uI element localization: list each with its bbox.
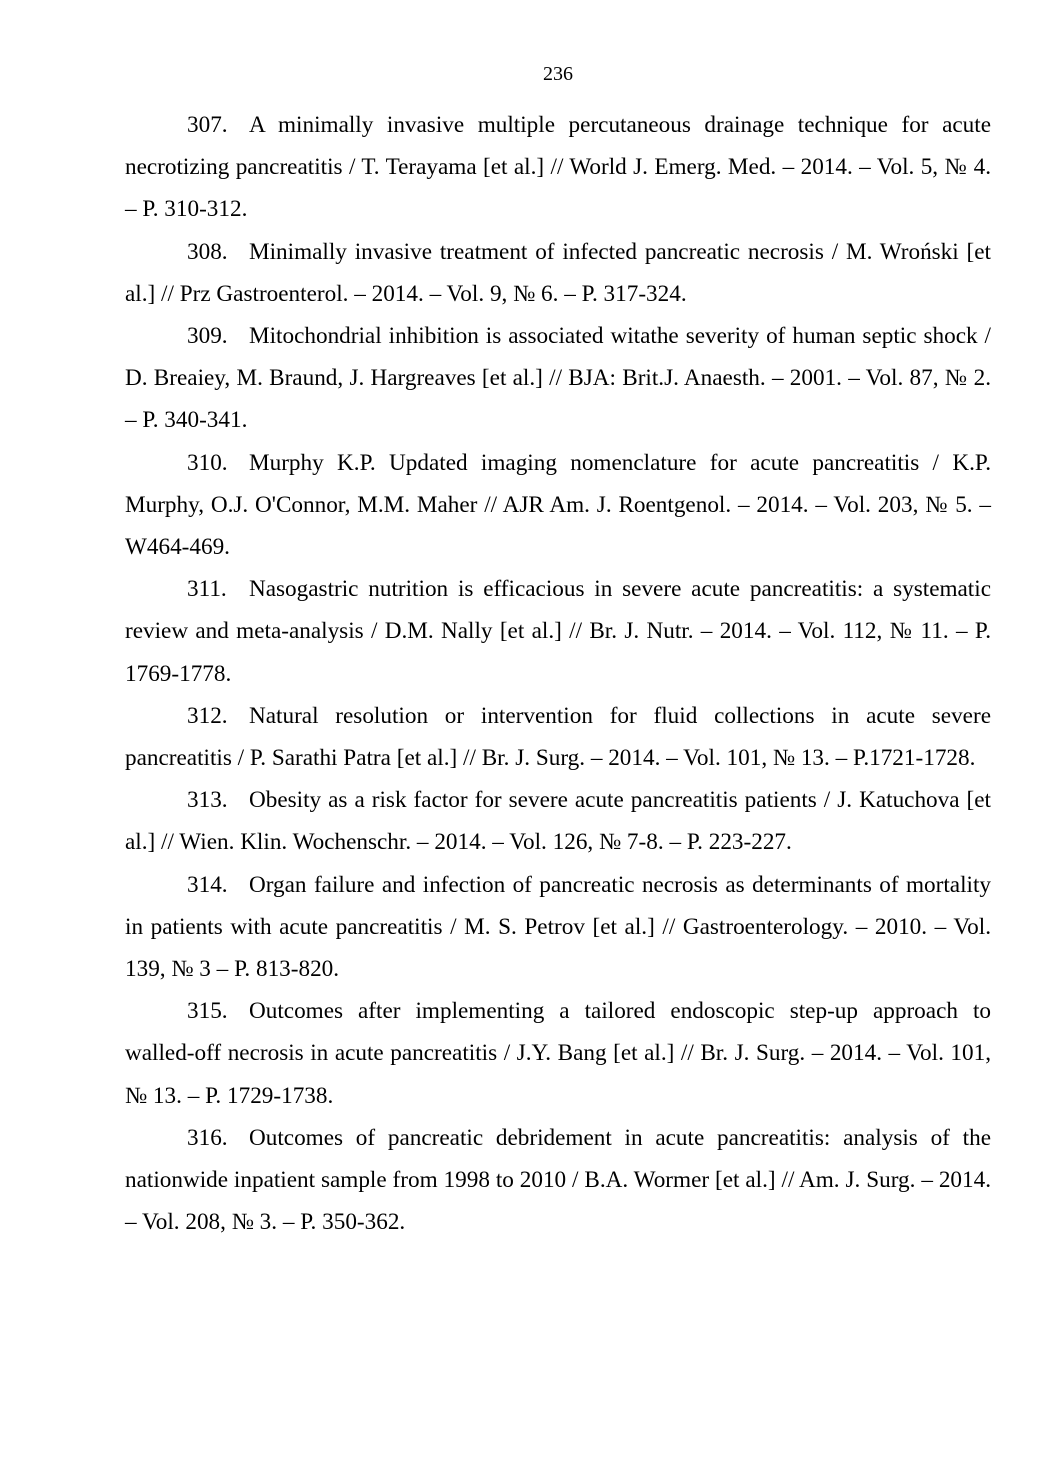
reference-item [125, 104, 991, 231]
reference-item [125, 315, 991, 442]
reference-text: Murphy K.P. Updated imaging nomenclature for acute pancreatitis / K.P. Murphy, O.J. O'Connor, M.M. Maher // AJR Am. J. Roentgenol. – 2014. – Vol. 203, № 5. – W464-469. [125, 449, 991, 561]
reference-text: A minimally invasive multiple percutaneous drainage technique for acute necrotizing pancreatitis / T. Terayama [et al.] // World J. Emerg. Med. – 2014. – Vol. 5, № 4. – P. 310-312. [125, 112, 991, 223]
reference-item [125, 779, 991, 863]
reference-number: 307. [187, 112, 228, 138]
reference-number: 313. [187, 787, 228, 814]
reference-number: 316. [187, 1124, 228, 1151]
reference-text: Obesity as a risk factor for severe acute pancreatitis patients / J. Katuchova [et al.] // Wien. Klin. Wochenschr. – 2014. – Vol. 126, № 7-8. – P. 223-227. [125, 787, 991, 856]
reference-text: Nasogastric nutrition is efficacious in severe acute pancreatitis: a systematic review and meta-analysis / D.M. Nally [et al.] // Br. J. Nutr. – 2014. – Vol. 112, № 11. – P. 1769-1778. [125, 576, 991, 687]
reference-list [125, 104, 991, 1243]
reference-item [125, 1117, 991, 1244]
page-number: 236 [543, 63, 573, 85]
reference-text: Natural resolution or intervention for fluid collections in acute severe pancreatitis / P. Sarathi Patra [et al.] // Br. J. Surg. – 2014. – Vol. 101, № 13. – P.1721-1728. [125, 702, 991, 772]
reference-number: 309. [187, 323, 228, 350]
reference-number: 314. [187, 871, 228, 898]
reference-item [125, 231, 991, 315]
reference-item [125, 568, 991, 695]
reference-number: 311. [187, 576, 227, 603]
reference-number: 312. [187, 702, 228, 729]
reference-number: 315. [187, 998, 228, 1025]
reference-text: Outcomes after implementing a tailored endoscopic step-up approach to walled-off necrosis in acute pancreatitis / J.Y. Bang [et al.] // Br. J. Surg. – 2014. – Vol. 101, № 13. – P. 1729-1738. [125, 998, 991, 1109]
reference-item [125, 864, 991, 991]
reference-number: 310. [187, 449, 228, 476]
reference-text: Outcomes of pancreatic debridement in acute pancreatitis: analysis of the nationwide inpatient sample from 1998 to 2010 / B.A. Wormer [et al.] // Am. J. Surg. – 2014. – Vol. 208, № 3. – P. 350-362. [125, 1124, 991, 1236]
reference-number: 308. [187, 238, 228, 265]
reference-text: Organ failure and infection of pancreatic necrosis as determinants of mortality in patients with acute pancreatitis / M. S. Petrov [et al.] // Gastroenterology. – 2010. – Vol. 139, № 3 – P. 813-820. [125, 871, 991, 983]
reference-item [125, 990, 991, 1117]
reference-item [125, 695, 991, 779]
reference-text: Mitochondrial inhibition is associated witathe severity of human septic shock / D. Breaiey, M. Braund, J. Hargreaves [et al.] // BJA: Brit.J. Anaesth. – 2001. – Vol. 87, № 2. – P. 340-341. [125, 323, 991, 434]
reference-item [125, 442, 991, 569]
reference-text: Minimally invasive treatment of infected pancreatic necrosis / M. Wroński [et al.] // Prz Gastroenterol. – 2014. – Vol. 9, № 6. – P. 317-324. [125, 238, 991, 307]
